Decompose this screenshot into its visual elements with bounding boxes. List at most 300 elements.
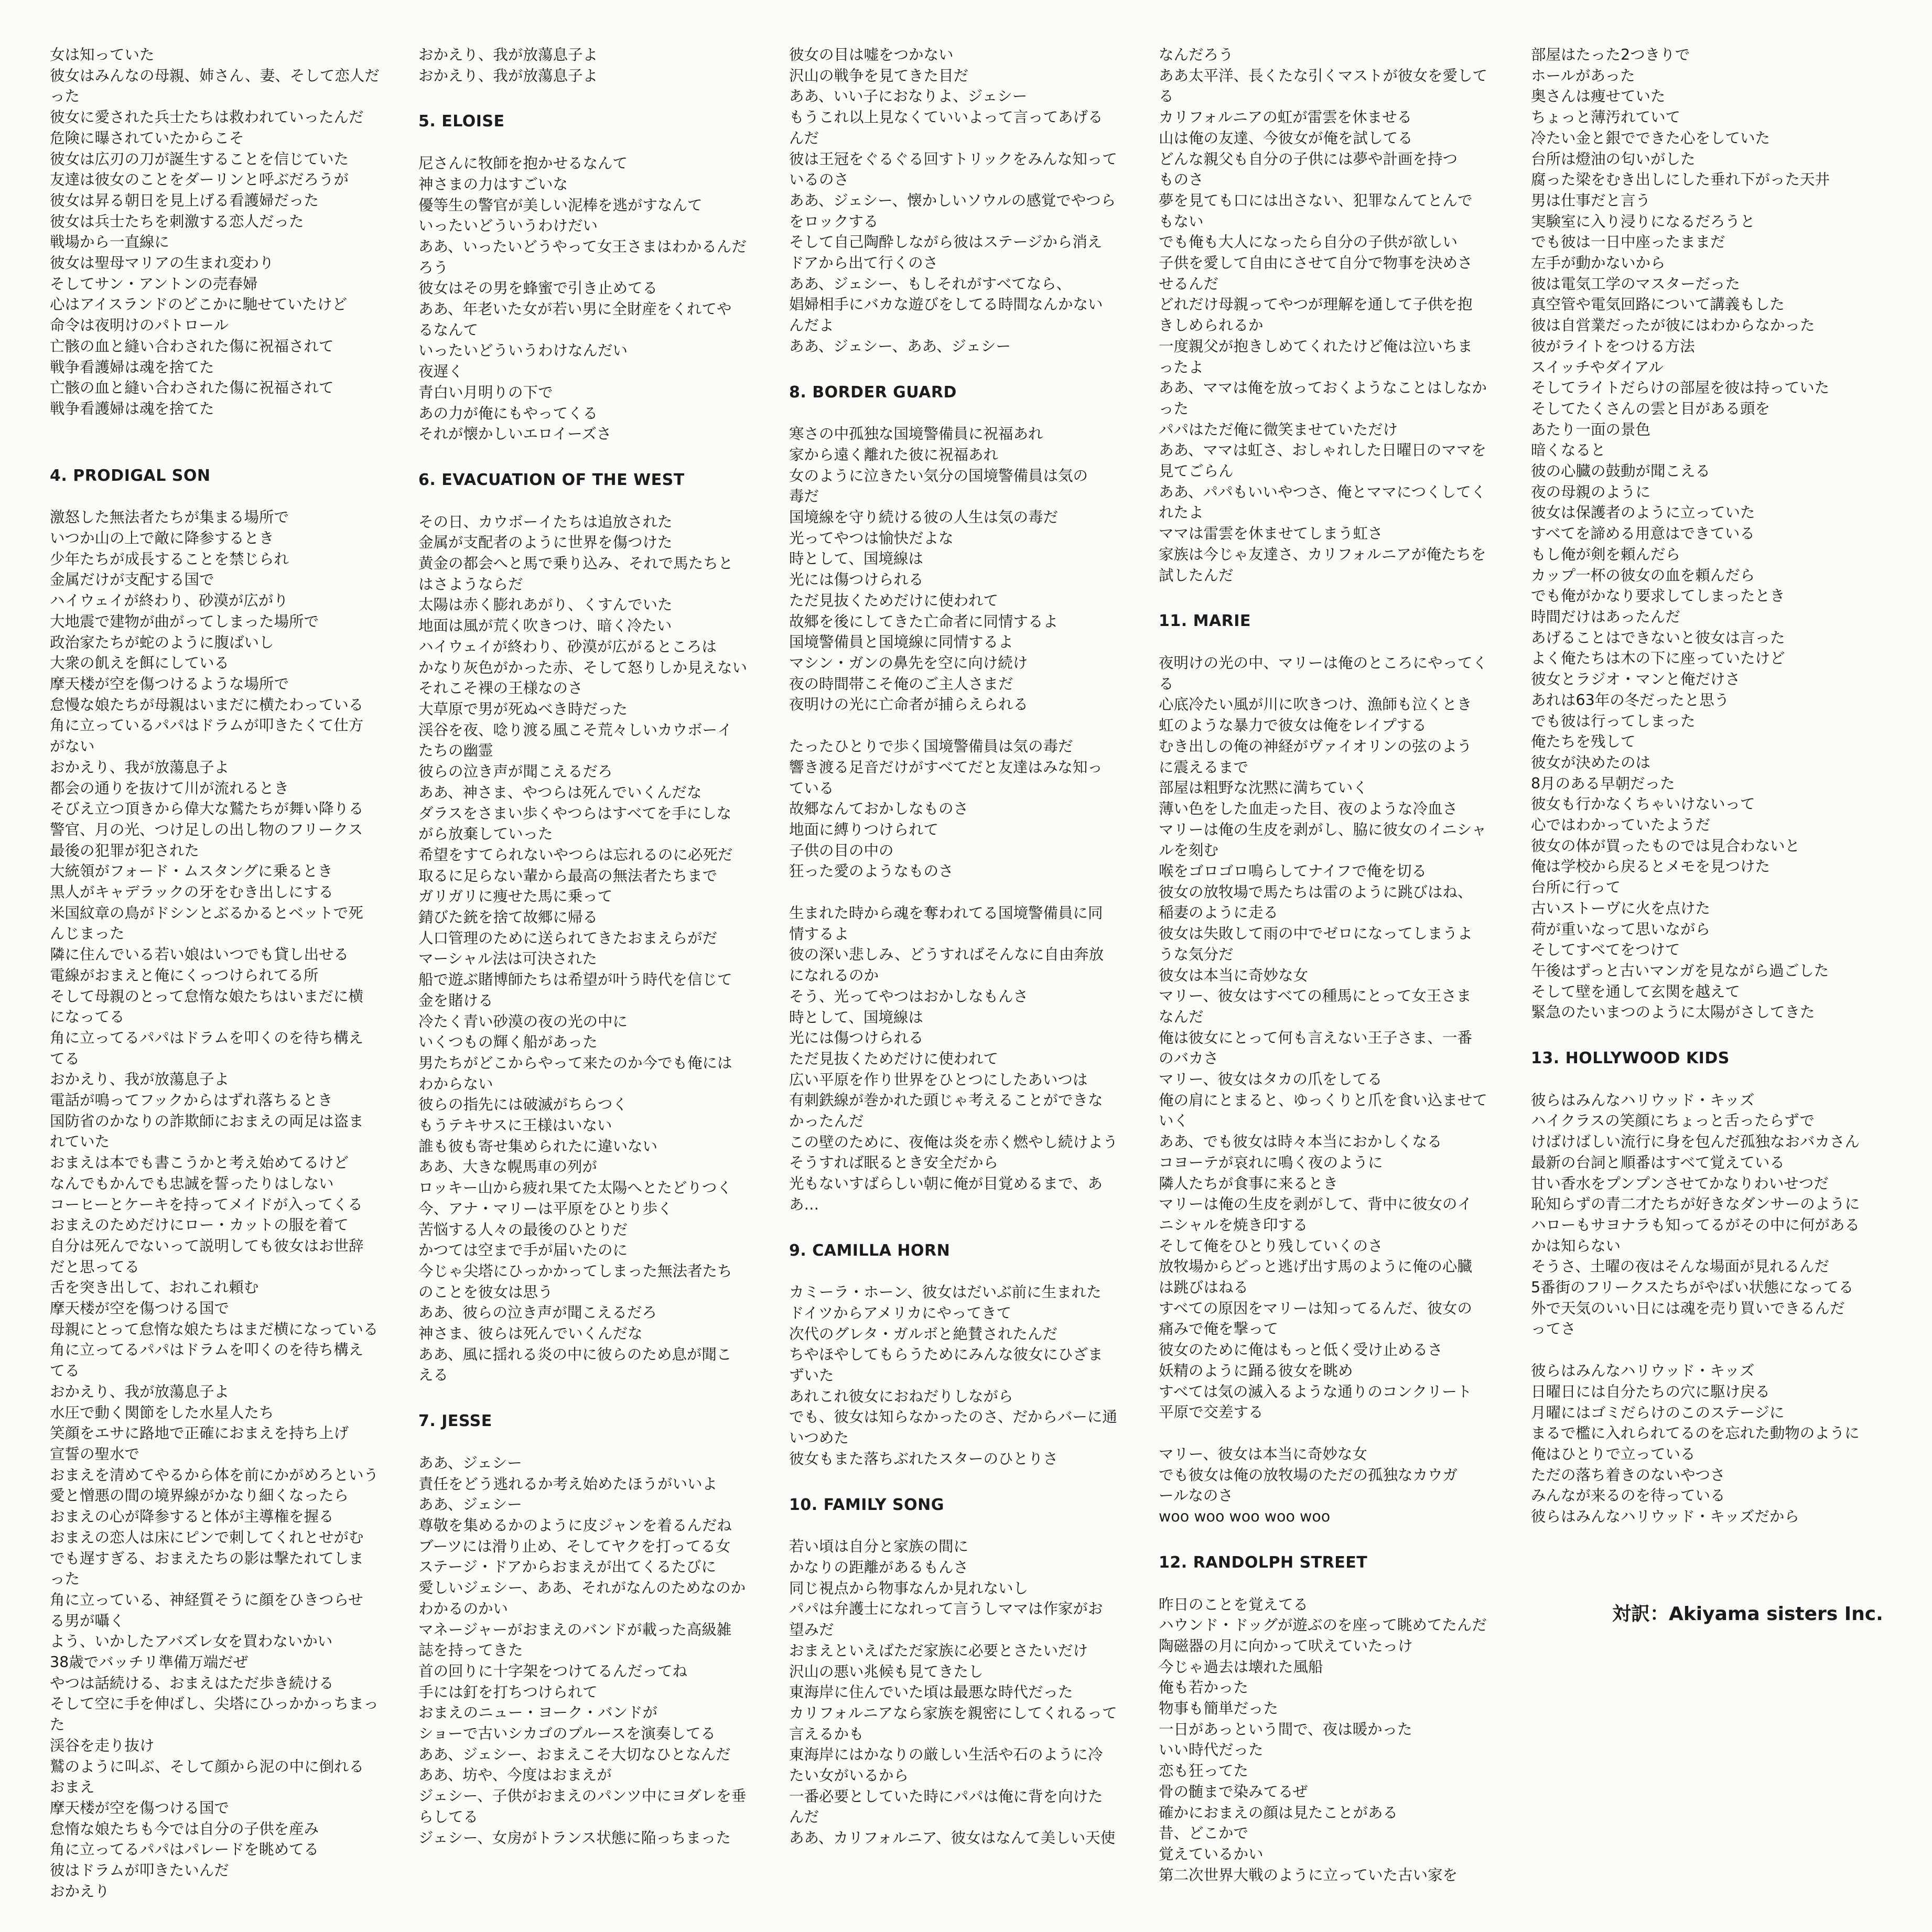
lyric-line: 彼女は広刃の刀が誕生することを信じていた [50, 150, 349, 168]
lyric-line: える [418, 1366, 449, 1384]
lyric-line: スイッチやダイアル [1531, 358, 1664, 376]
lyric-line: マリー、彼女はタカの爪をしてる [1159, 1071, 1383, 1088]
lyric-line: 山は俺の友達、今彼女が俺を試してる [1159, 129, 1413, 147]
lyric-line: 生まれた時から魂を奪われてる国境警備員に同 [789, 904, 1103, 922]
lyric-line: いくつもの輝く船があった [418, 1033, 598, 1051]
lyric-line: 彼の心臓の鼓動が聞こえる [1531, 462, 1711, 480]
lyric-line: 8月のある早朝だった [1531, 774, 1675, 792]
lyric-line: ちやほやしてもらうためにみんな彼女にひざま [789, 1346, 1103, 1364]
lyric-line: 試したんだ [1159, 566, 1234, 584]
lyric-line: ああ、彼らの泣き声が聞こえるだろ [418, 1304, 657, 1322]
lyric-line: もうこれ以上見なくていいよって言ってあげる [789, 109, 1103, 126]
lyric-line: 大地震で建物が曲がってしまった場所で [50, 612, 319, 630]
lyric-line: マシン・ガンの鼻先を空に向け続け [789, 654, 1028, 672]
lyric-line: おまえのニュー・ヨーク・バンドが [418, 1704, 658, 1722]
lyric-line: 言えるかも [789, 1725, 864, 1743]
lyric-line: たい女がいるから [789, 1767, 909, 1785]
lyric-line: 危険に曝されていたからこそ [50, 129, 244, 147]
lyric-line: なんだろう [1159, 46, 1234, 63]
lyric-line: でも彼女は俺の放牧場のただの孤独なカウガ [1159, 1466, 1458, 1484]
lyric-line: 時として、国境線は [789, 550, 923, 568]
lyric-line: 戦争看護婦は魂を捨てた [50, 358, 214, 376]
lyric-line: 彼女は保護者のように立っていた [1531, 504, 1755, 522]
lyric-line: 夜明けの光の中、マリーは俺のところにやってくる [1159, 654, 1488, 693]
lyric-line: ずいた [789, 1367, 834, 1385]
lyric-line: 政治家たちが蛇のように腹ばいし [50, 633, 274, 651]
lyric-line: ハイクラスの笑顔にちょっと舌ったらずで [1531, 1112, 1815, 1130]
lyric-line: 見てごらん [1159, 462, 1234, 480]
lyric-line: 戦争看護婦は魂を捨てた [50, 400, 214, 417]
lyric-line: 奥さんは痩せていた [1531, 88, 1666, 105]
lyric-line: 娼婦相手にバカな遊びをしてる時間なんかない [789, 296, 1103, 314]
lyric-line: 国境線を守り続ける彼の人生は気の毒だ [789, 509, 1059, 526]
lyric-line: マネージャーがおまえのバンドが載った高級雑 [418, 1621, 732, 1638]
lyric-line: のバカさ [1159, 1050, 1219, 1067]
lyric-line: ドアから出て行くのさ [789, 254, 938, 272]
lyric-line: 希望をすてられないやつらは忘れるのに必死だ [418, 846, 733, 864]
lyric-line: そしてライトだらけの部屋を彼は持っていた [1531, 379, 1830, 397]
lyric-line: 故郷なんておかしなものさ [789, 800, 969, 818]
lyric-line: 沢山の戦争を見てきた目だ [789, 67, 969, 84]
lyric-line: 恥知らずの青二才たちが好きなダンサーのように [1531, 1195, 1860, 1213]
song-title: 9. CAMILLA HORN [789, 1241, 951, 1260]
lyric-line: 狂った愛のようなものさ [789, 862, 954, 880]
lyric-line: 優等生の警官が美しい泥棒を逃がすなんて [418, 196, 703, 214]
lyric-line: もうテキサスに王様はいない [418, 1117, 612, 1135]
lyric-line: そして俺をひとり残していくのさ [1159, 1237, 1383, 1255]
lyric-line: 一日があっという間で、夜は暖かった [1159, 1720, 1412, 1738]
lyric-line: る男が囁く [50, 1612, 125, 1629]
lyric-line: った [50, 88, 80, 105]
lyric-line: ママは雷雲を休ませてしまう虹さ [1159, 525, 1383, 543]
lyrics-column-3 [789, 45, 1130, 1849]
lyric-line: 俺も若かった [1159, 1679, 1249, 1697]
lyric-line: 物事も簡単だった [1159, 1700, 1279, 1718]
lyric-line: かなり灰色がかった赤、そして怒りしか見えない [418, 659, 748, 676]
lyric-line: 角に立ってるパパはドラムを叩くのを待ち構え [50, 1341, 364, 1359]
lyric-line: 恋も狂ってた [1159, 1762, 1249, 1780]
lyric-line: ああ、ママは虹さ、おしゃれした日曜日のママを [1159, 441, 1486, 459]
lyric-line: それこそ裸の王様なのさ [418, 679, 583, 697]
lyric-line: 大衆の飢えを餌にしている [50, 654, 230, 672]
lyric-line: それが懐かしいエロイーズさ [418, 425, 612, 443]
lyric-line: 舌を突き出して、おれこれ頼む [50, 1279, 259, 1297]
lyric-line: うな気分だ [1159, 945, 1234, 963]
lyric-line: ハイウェイが終わり、砂漠が広がり [50, 592, 288, 610]
lyric-line: ホールがあった [1531, 67, 1635, 84]
lyric-line: やつは話続ける、おまえはただ歩き続ける [50, 1674, 334, 1692]
lyric-line: かったんだ [789, 1113, 864, 1130]
lyric-line: ああ、ジェシー、おまえこそ大切なひとなんだ [418, 1745, 731, 1763]
lyric-line: 国防省のかなりの詐欺師におまえの両足は盗ま [50, 1112, 364, 1130]
lyric-line: ああ、大きな幌馬車の列が [418, 1158, 597, 1176]
lyric-line: おかえり、我が放蕩息子よ [418, 46, 598, 63]
lyric-line: 陶磁器の月に向かって吠えていたっけ [1159, 1637, 1413, 1655]
lyric-line: コヨーテが哀れに鳴く夜のように [1159, 1153, 1383, 1171]
lyric-line: に震えるまで [1159, 758, 1249, 776]
lyric-line: 渓谷を走り抜け [50, 1736, 155, 1754]
lyric-line: 虹のような暴力で彼女は俺をレイプする [1159, 717, 1427, 735]
lyric-line: でも俺がかなり要求してしまったとき [1531, 587, 1785, 605]
lyric-line: 責任をどう逃れるか考え始めたほうがいいよ [418, 1475, 718, 1493]
lyric-line: 響き渡る足音だけがすべてだと友達はみな知っ [789, 758, 1103, 776]
lyric-line: ああ、ジェシー、ああ、ジェシー [789, 337, 1011, 355]
lyric-line: 彼は電気工学のマスターだった [1531, 275, 1741, 293]
lyric-line: がら放棄していった [418, 825, 553, 843]
lyric-line: 光ってやつは愉快だよな [789, 529, 954, 547]
lyric-line: 彼女が決めたのは [1531, 753, 1651, 771]
lyric-line: 日曜日には自分たちの穴に駆け戻る [1531, 1383, 1771, 1400]
lyric-line: 神さまの力はすごいな [418, 175, 568, 193]
lyric-line: おかえり、我が放蕩息子よ [50, 1383, 230, 1400]
lyric-line: 喉をゴロゴロ鳴らしてナイフで俺を切る [1159, 862, 1427, 880]
lyric-line: 放牧場からどっと逃げ出す馬のように俺の心臓 [1159, 1258, 1472, 1276]
lyric-line: 光には傷つけられる [789, 571, 924, 589]
lyric-line: そして母親のとって怠惰な娘たちはいまだに横 [50, 987, 363, 1005]
lyric-line: 真空管や電気回路について講義もした [1531, 296, 1785, 314]
lyric-line: なんでもかんでも忠誠を誓ったりはしない [50, 1174, 334, 1192]
stanza-gap [1159, 1423, 1499, 1444]
lyric-line: 角に立ってるパパはドラムを叩くのを待ち構え [50, 1029, 364, 1046]
lyric-line: すべてを諦める用意はできている [1531, 525, 1755, 543]
lyric-line: 怠慢な娘たちが母親はいまだに横たわっている [50, 696, 364, 714]
lyric-line: もし俺が剣を頼んだら [1531, 545, 1681, 563]
lyric-line: 稲妻のように走る [1159, 904, 1279, 922]
lyric-line: 鷲のように叫ぶ、そして顔から泥の中に倒れる [50, 1757, 364, 1775]
lyric-line: 人口管理のために送られてきたおまえらがだ [418, 929, 718, 947]
lyric-line: 金属だけが支配する国で [50, 571, 214, 589]
lyric-line: 薄い色をした血走った目、夜のような冷血さ [1159, 800, 1458, 817]
lyric-line: 俺たちを残して [1531, 733, 1636, 751]
lyric-line: 光もないすばらしい朝に俺が目覚めるまで、ああ… [789, 1175, 1103, 1213]
lyric-line: になってる [50, 1008, 125, 1026]
lyric-line: 俺はひとりで立っている [1531, 1445, 1696, 1463]
lyric-line: 今、アナ・マリーは平原をひとり歩く [418, 1200, 673, 1217]
lyric-line: この壁のために、夜俺は炎を赤く燃やし続けよう [789, 1133, 1118, 1151]
lyric-line: 彼女は兵士たちを刺激する恋人だった [50, 212, 304, 230]
lyric-line: ハウンド・ドッグが遊ぶのを座って眺めてたんだ [1159, 1616, 1487, 1634]
lyric-line: おかえり、我が放蕩息子よ [50, 758, 230, 776]
lyric-line: 首の回りに十字架をつけてるんだってね [418, 1662, 688, 1680]
lyric-line: パパは弁護士になれって言うしママは作家がお [789, 1600, 1103, 1618]
song-title: 4. PRODIGAL SON [50, 466, 211, 485]
lyric-line: カリフォルニアの虹が雷雲を休ませる [1159, 109, 1412, 126]
lyric-line: マリーは俺の生皮を剥がし、脇に彼女のイニシャ [1159, 821, 1487, 838]
lyric-line: 錆びた銃を捨て故郷に帰る [418, 909, 598, 926]
lyric-line: 寒さの中孤独な国境警備員に祝福あれ [789, 425, 1043, 443]
lyric-line: 彼女はその男を蜂蜜で引き止めてる [418, 279, 658, 297]
lyric-line: 彼らはみんなハリウッド・キッズ [1531, 1091, 1755, 1109]
lyric-line: った [1159, 400, 1189, 417]
lyric-line: 時間だけはあったんだ [1531, 608, 1680, 625]
lyric-line: 東海岸にはかなりの厳しい生活や石のように冷 [789, 1746, 1103, 1764]
lyric-line: 男は仕事だと言う [1531, 191, 1651, 209]
lyric-line: 彼女はみんなの母親、姉さん、妻、そして恋人だ [50, 67, 380, 84]
lyric-line: パパはただ俺に微笑ませていただけ [1159, 420, 1398, 438]
lyric-line: みんなが来るのを待っている [1531, 1487, 1725, 1505]
lyric-line: いつめた [789, 1429, 849, 1447]
lyric-line: ルを刻む [1159, 841, 1219, 859]
lyric-line: 冷たい金と銀でできた心をしていた [1531, 129, 1771, 147]
lyric-line: 宣誓の聖水で [50, 1445, 140, 1463]
lyric-line: 荷が重いなって思いながら [1531, 920, 1711, 938]
lyric-line: 故郷を後にしてきた亡命者に同情するよ [789, 612, 1059, 630]
lyric-line: なんだ [1159, 1008, 1204, 1026]
lyric-line: 金を賭ける [418, 991, 493, 1009]
lyric-line: 彼女は聖母マリアの生まれ変わり [50, 254, 274, 272]
lyric-line: 外で天気のいい日には魂を売り買いできるんだ [1531, 1299, 1845, 1317]
lyric-line: 角に立ってるパパはパレードを眺めてる [50, 1841, 319, 1859]
lyric-line: ダラスをさまい歩くやつらはすべてを手にしな [418, 804, 732, 822]
lyric-line: いく [1159, 1112, 1189, 1130]
lyric-line: 彼女の目は嘘をつかない [789, 46, 954, 63]
lyric-line: わかるのかい [418, 1600, 509, 1617]
lyric-line: 妖精のように踊る彼女を眺め [1159, 1362, 1353, 1379]
lyric-line: 彼の深い悲しみ、どうすればそんなに自由奔放 [789, 946, 1104, 964]
lyric-line: カップ一杯の彼女の血を頼んだら [1531, 566, 1755, 584]
lyric-line: わからない [418, 1075, 493, 1093]
lyric-line: そして壁を通して玄関を越えて [1531, 983, 1741, 1000]
lyric-line: ガリガリに痩せた馬に乗って [418, 888, 613, 905]
lyric-line: ニシャルを焼き印する [1159, 1216, 1308, 1234]
lyric-line: 望みだ [789, 1621, 834, 1639]
lyric-line: 彼女の放牧場で馬たちは雷のように跳びはね、 [1159, 883, 1473, 901]
lyric-line: 若い頃は自分と家族の間に [789, 1538, 969, 1556]
lyric-line: 午後はずっと古いマンガを見ながら過ごした [1531, 962, 1829, 979]
lyric-line: 実験室に入り浸りになるだろうと [1531, 212, 1755, 230]
lyric-line: でも彼は一日中座ったままだ [1531, 233, 1725, 251]
lyric-line: おまえは本でも書こうかと考え始めてるけど [50, 1154, 349, 1172]
lyric-line: 怠惰な娘たちも今では自分の子供を産み [50, 1820, 319, 1838]
lyric-line: 米国紋章の鳥がドシンとぶるかるとベットで死 [50, 904, 363, 922]
lyric-line: 確かにおまえの顔は見たことがある [1159, 1804, 1398, 1821]
lyric-line: 母親にとって怠惰な娘たちはまだ横になっている [50, 1320, 379, 1338]
lyric-line: せるんだ [1159, 275, 1219, 293]
lyric-line: 緊急のたいまつのように太陽がさしてきた [1531, 1003, 1815, 1021]
lyric-line: そびえ立つ頂きから偉大な鷲たちが舞い降りる [50, 800, 364, 818]
lyric-line: そう、光ってやつはおかしなもんさ [789, 987, 1029, 1005]
lyric-line: 左手が動かないから [1531, 254, 1666, 272]
lyric-line: 広い平原を作り世界をひとつにしたあいつは [789, 1071, 1088, 1088]
lyric-line: 亡骸の血と縫い合わされた傷に祝福されて [50, 379, 334, 397]
lyric-line: 38歳でバッチリ準備万端だぜ [50, 1654, 249, 1671]
lyric-line: いったいどういうわけなんだい [418, 342, 628, 360]
lyric-line: けばけばしい流行に身を包んだ孤独なおバカさん [1531, 1133, 1860, 1151]
song-title: 11. MARIE [1159, 612, 1251, 631]
lyric-line: ああ、坊や、今度はおまえが [418, 1766, 612, 1784]
lyric-line: 心底冷たい風が川に吹きつけ、漁師も泣くとき [1159, 696, 1472, 714]
lyric-line: んだ [789, 129, 819, 147]
lyric-line: おまえを清めてやるから体を前にかがめろという [50, 1466, 379, 1484]
lyric-line: 誌を持ってきた [418, 1642, 523, 1659]
lyric-line: マリーは俺の生皮を剥がして、背中に彼女のイ [1159, 1195, 1472, 1213]
lyric-line: 今じゃ過去は壊れた風船 [1159, 1658, 1323, 1676]
lyric-line: 愛しいジェシー、ああ、それがなんのためなのか [418, 1579, 746, 1597]
lyric-line: むき出しの俺の神経がヴァイオリンの弦のよう [1159, 737, 1472, 755]
lyric-line: ールなのさ [1159, 1487, 1233, 1505]
lyric-line: 夜の時間帯こそ俺のご主人さまだ [789, 675, 1013, 693]
lyric-line: 彼女のために俺はもっと低く受け止めるさ [1159, 1341, 1443, 1359]
lyric-line: ジェシー、女房がトランス状態に陥っちまった [418, 1829, 731, 1847]
lyric-line: 大統領がフォード・ムスタングに乗るとき [50, 862, 333, 880]
lyric-line: 台所は燈油の匂いがした [1531, 150, 1696, 168]
lyric-line: 太陽は赤く膨れあがり、くすんでいた [418, 596, 673, 614]
lyric-line: 光には傷つけられる [789, 1029, 924, 1047]
lyric-line: ああ、風に揺れる炎の中に彼らのため息が聞こ [418, 1345, 732, 1363]
song-title: 13. HOLLYWOOD KIDS [1531, 1049, 1730, 1068]
lyric-line: れたよ [1159, 504, 1204, 522]
lyric-line: 激怒した無法者たちが集まる場所で [50, 509, 289, 526]
lyric-line: マーシャル法は可決された [418, 950, 597, 968]
lyric-line: すべては気の滅入るような通りのコンクリート [1159, 1383, 1472, 1400]
lyric-line: 昨日のことを覚えてる [1159, 1595, 1309, 1613]
lyric-line: 少年たちが成長することを禁じられ [50, 550, 289, 568]
lyric-line: てる [50, 1362, 80, 1380]
lyric-line: 心はアイスランドのどこかに馳せていたけど [50, 296, 348, 314]
lyric-line: あれこれ彼女におねだりしながら [789, 1387, 1013, 1405]
lyric-line: ている [789, 779, 834, 797]
lyric-line: ああ、パパもいいやつさ、俺とママにつくしてく [1159, 483, 1486, 501]
lyric-line: 5番街のフリークスたちがやばい状態になってる [1531, 1279, 1854, 1297]
lyric-line: 彼は王冠をぐるぐる回すトリックをみんな知って [789, 150, 1117, 168]
lyric-line: よく俺たちは木の下に座っていたけど [1531, 650, 1785, 667]
lyric-line: ハローもサヨナラも知ってるがその中に何がある [1531, 1216, 1860, 1234]
lyric-line: 最後の犯罪が犯された [50, 841, 200, 859]
lyric-line: 女は知っていた [50, 46, 155, 63]
lyric-line: たったひとりで歩く国境警備員は気の毒だ [789, 738, 1073, 755]
lyric-line: ったよ [1159, 358, 1204, 376]
lyric-line: あれは63年の冬だったと思う [1531, 691, 1730, 709]
lyric-line: だと思ってる [50, 1258, 140, 1276]
lyric-line: ショーで古いシカゴのブルースを演奏してる [418, 1725, 716, 1743]
lyric-line: ものさ [1159, 171, 1204, 189]
lyric-line: どんな親父も自分の子供には夢や計画を持つ [1159, 150, 1458, 168]
lyric-line: よう、いかしたアバズレ女を買わないかい [50, 1633, 333, 1650]
lyric-line: てる [50, 1050, 80, 1067]
lyric-line: 地面に縛りつけられて [789, 821, 939, 838]
song-title: 10. FAMILY SONG [789, 1495, 944, 1514]
lyric-line: 戦場から一直線に [50, 233, 170, 251]
lyric-line: ああ、カリフォルニア、彼女はなんて美しい天使 [789, 1829, 1116, 1847]
lyric-line: おまえのためだけにロー・カットの服を着て [50, 1216, 349, 1234]
lyric-line: 黄金の都会へと馬で乗り込み、それで馬たちと [418, 555, 733, 573]
lyric-line: ああ、ジェシー、懐かしいソウルの感覚でやつら [789, 191, 1116, 209]
lyric-line: 彼はドラムが叩きたいんだ [50, 1862, 229, 1880]
lyric-line: 夜明けの光に亡命者が捕らえられる [789, 696, 1029, 714]
lyric-line: 最新の台詞と順番はすべて覚えている [1531, 1153, 1785, 1171]
lyric-line: 彼らはみんなハリウッド・キッズ [1531, 1362, 1755, 1380]
song-title: 6. EVACUATION OF THE WEST [418, 470, 685, 489]
lyric-line: 自分は死んでないって説明しても彼女はお世辞 [50, 1237, 364, 1255]
lyric-line: 青白い月明りの下で [418, 383, 553, 401]
lyric-line: らしてる [418, 1808, 479, 1826]
lyric-line: 家から遠く離れた彼に祝福あれ [789, 446, 999, 463]
lyric-line: おかえり、我が放蕩息子よ [50, 1071, 230, 1088]
lyric-line: ああ、神さま、やつらは死んでいくんだな [418, 783, 702, 801]
lyric-line: 彼は自営業だったが彼にはわからなかった [1531, 317, 1815, 334]
lyric-line: でも、彼女は知らなかったのさ、だからバーに通 [789, 1408, 1117, 1426]
lyric-line: かは知らない [1531, 1237, 1621, 1255]
lyric-line: 渓谷を夜、唸り渡る風こそ荒々しいカウボーイ [418, 721, 732, 739]
lyric-line: 隣に住んでいる若い娘はいつでも貸し出せる [50, 946, 349, 964]
lyric-line: るなんて [418, 321, 479, 339]
lyric-line: 尼さんに牧師を抱かせるなんて [418, 155, 628, 172]
lyric-line: 東海岸に住んでいた頃は最悪な時代だった [789, 1683, 1073, 1701]
lyrics-column-5 [1531, 45, 1872, 1527]
stanza-gap [789, 715, 1130, 736]
lyric-line: 夜の母親のように [1531, 483, 1651, 501]
lyric-line: ああ、ママは俺を放っておくようなことはしなか [1159, 379, 1487, 397]
lyric-line: 腐った梁をむき出しにした垂れ下がった天井 [1531, 171, 1830, 189]
lyric-line: 冷たく青い砂漠の夜の光の中に [418, 1012, 628, 1030]
lyric-line: そしてすべてをつけて [1531, 941, 1680, 959]
lyric-line: マリー、彼女は本当に奇妙な女 [1159, 1445, 1367, 1463]
lyric-line: 子供を愛して自由にさせて自分で物事を決めさ [1159, 254, 1473, 272]
lyric-line: おまえ [50, 1778, 95, 1796]
lyric-line: あの力が俺にもやってくる [418, 404, 598, 422]
lyric-line: そしてサン・アントンの売春婦 [50, 275, 258, 293]
lyric-line: ただの落ち着きのないやつさ [1531, 1466, 1725, 1484]
lyric-line: ドイツからアメリカにやってきて [789, 1304, 1012, 1322]
lyric-line: ろう [418, 258, 449, 276]
lyric-line: ステージ・ドアからおまえが出てくるたびに [418, 1558, 717, 1576]
lyric-line: 台所に行って [1531, 879, 1621, 897]
lyric-line: おかえり、我が放蕩息子よ [418, 67, 598, 84]
lyric-line: ああ、ジェシー、もしそれがすべてなら、 [789, 275, 1072, 293]
lyric-line: 尊敬を集めるかのように皮ジャンを着るんだね [418, 1517, 732, 1534]
lyric-line: んだよ [789, 317, 834, 334]
song-title: 8. BORDER GUARD [789, 383, 957, 402]
lyric-line: 俺の肩にとまると、ゆっくりと爪を食い込ませて [1159, 1091, 1487, 1109]
lyric-line: 男たちがどこからやって来たのか今でも俺には [418, 1054, 732, 1072]
lyric-line: ああ、ジェシー [418, 1454, 522, 1472]
stanza-gap [789, 882, 1130, 903]
lyric-line: んだ [789, 1808, 819, 1826]
lyric-line: 暗くなると [1531, 441, 1606, 459]
lyric-line: 一番必要としていた時にパパは俺に背を向けた [789, 1787, 1103, 1805]
lyric-line: ああ、いい子におなりよ、ジェシー [789, 88, 1028, 105]
lyric-line: 夢を見ても口には出さない、犯罪なんてとんで [1159, 191, 1473, 209]
lyric-line: ブーツには滑り止め、そしてヤクを打ってる女 [418, 1537, 731, 1555]
stanza-gap [50, 419, 391, 440]
lyrics-column-4 [1159, 45, 1499, 1885]
lyrics-column-2 [418, 45, 759, 1848]
lyric-line: 電線がおまえと俺にくっつけられてる所 [50, 966, 319, 984]
lyric-line: ジェシー、子供がおまえのパンツ中にヨダレを垂 [418, 1787, 747, 1805]
lyric-line: 時として、国境線は [789, 1008, 923, 1026]
lyric-line: 彼女は昇る朝日を見上げる看護婦だった [50, 191, 319, 209]
lyric-line: 有刺鉄線が巻かれた頭じゃ考えることができな [789, 1092, 1103, 1109]
lyric-line: あたり一面の景色 [1531, 420, 1651, 438]
lyric-line: 警官、月の光、つけ足しの出し物のフリークス [50, 821, 363, 838]
lyric-line: 隣人たちが食事に来るとき [1159, 1174, 1339, 1192]
lyric-line: になれるのか [789, 967, 879, 985]
lyric-line: 彼らの指先には破滅がちらつく [418, 1096, 628, 1114]
lyric-line: はさようならだ [418, 575, 523, 593]
lyric-line: 摩天楼が空を傷つけるような場所で [50, 675, 289, 693]
lyric-line: その日、カウボーイたちは追放された [418, 513, 673, 531]
lyric-line: 月曜にはゴミだらけのこのステージに [1531, 1404, 1785, 1421]
lyric-line: 情するよ [789, 925, 849, 943]
lyric-line: 彼らはみんなハリウッド・キッズだから [1531, 1508, 1799, 1526]
lyric-line: 角に立っているパパはドラムが叩きたくて仕方 [50, 717, 364, 735]
lyric-line: woo woo woo woo woo [1159, 1508, 1331, 1526]
lyric-line: すべての原因をマリーは知ってるんだ、彼女の [1159, 1299, 1472, 1317]
lyric-line: 笑顔をエサに路地で正確におまえを持ち上げ [50, 1424, 349, 1442]
translation-credit: 対訳：Akiyama sisters Inc. [1612, 1603, 1883, 1625]
lyric-line: 女のように泣きたい気分の国境警備員は気の [789, 467, 1088, 484]
lyric-line: 船で遊ぶ賭博師たちは希望が叶う時代を信じて [418, 971, 732, 989]
